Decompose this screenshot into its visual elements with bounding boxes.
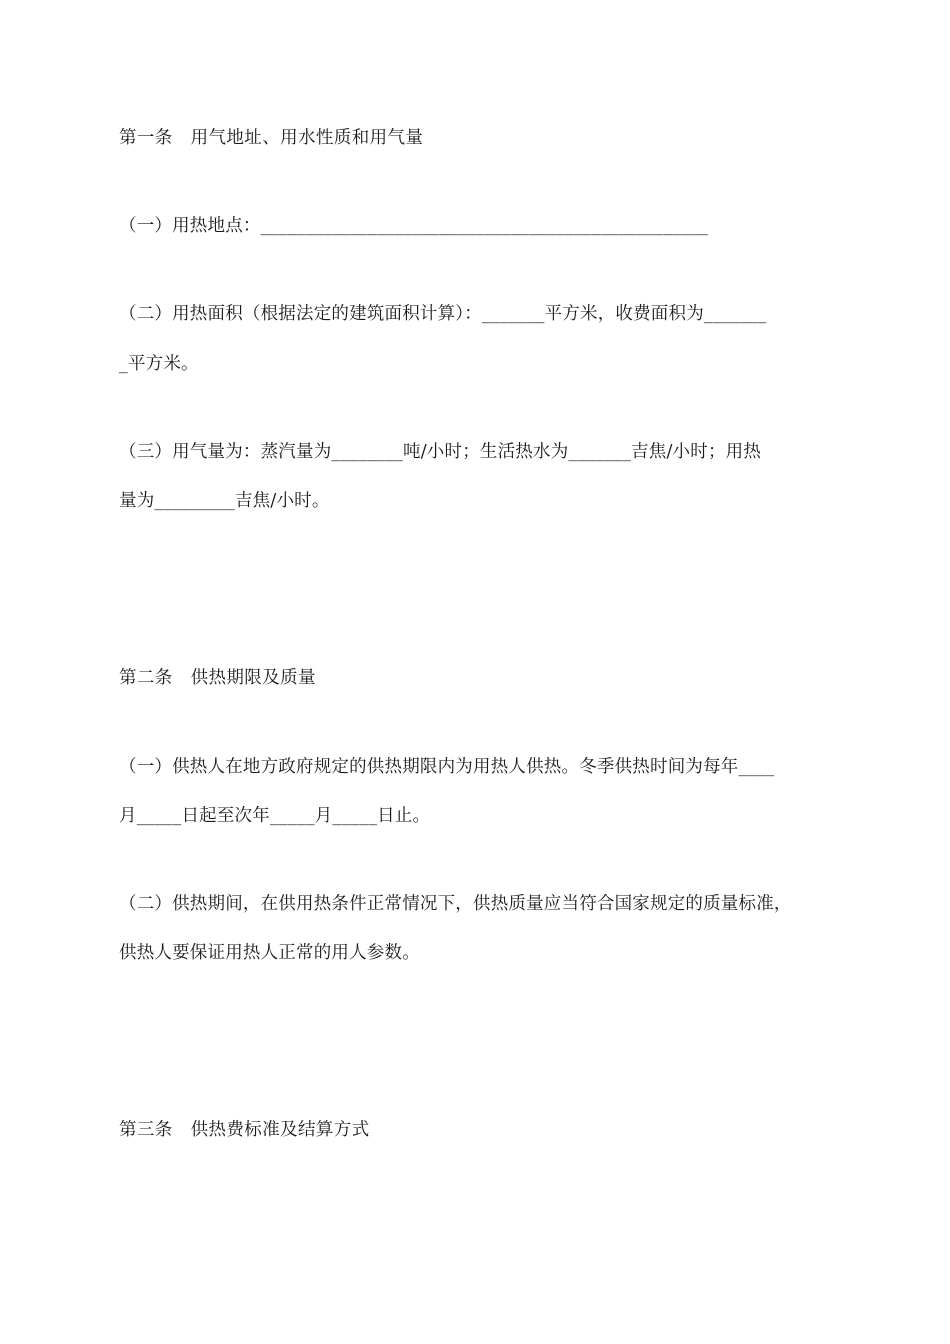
article-1-item-3-line-1: （三）用气量为：蒸汽量为________吨/小时；生活热水为_______吉焦/小时；用热 [119,442,762,462]
article-2-heading: 第二条 供热期限及质量 [119,668,316,688]
article-2-item-1-line-2: 月_____日起至次年_____月_____日止。 [119,806,431,826]
article-2-item-1-line-1: （一）供热人在地方政府规定的供热期限内为用热人供热。冬季供热时间为每年____ [119,757,775,777]
article-3-heading: 第三条 供热费标准及结算方式 [119,1120,370,1140]
article-2-item-2-line-1: （二）供热期间，在供用热条件正常情况下，供热质量应当符合国家规定的质量标准， [119,894,792,914]
article-1-item-3-line-2: 量为_________吉焦/小时。 [119,491,330,511]
article-1-heading: 第一条 用气地址、用水性质和用气量 [119,128,424,148]
article-1-item-2-line-1: （二）用热面积（根据法定的建筑面积计算）：_______平方米，收费面积为_______ [119,304,767,324]
article-1-item-1: （一）用热地点：__________________________________________________ [119,216,709,236]
article-1-item-2-line-2: _平方米。 [119,354,199,374]
article-2-item-2-line-2: 供热人要保证用热人正常的用人参数。 [119,943,420,963]
